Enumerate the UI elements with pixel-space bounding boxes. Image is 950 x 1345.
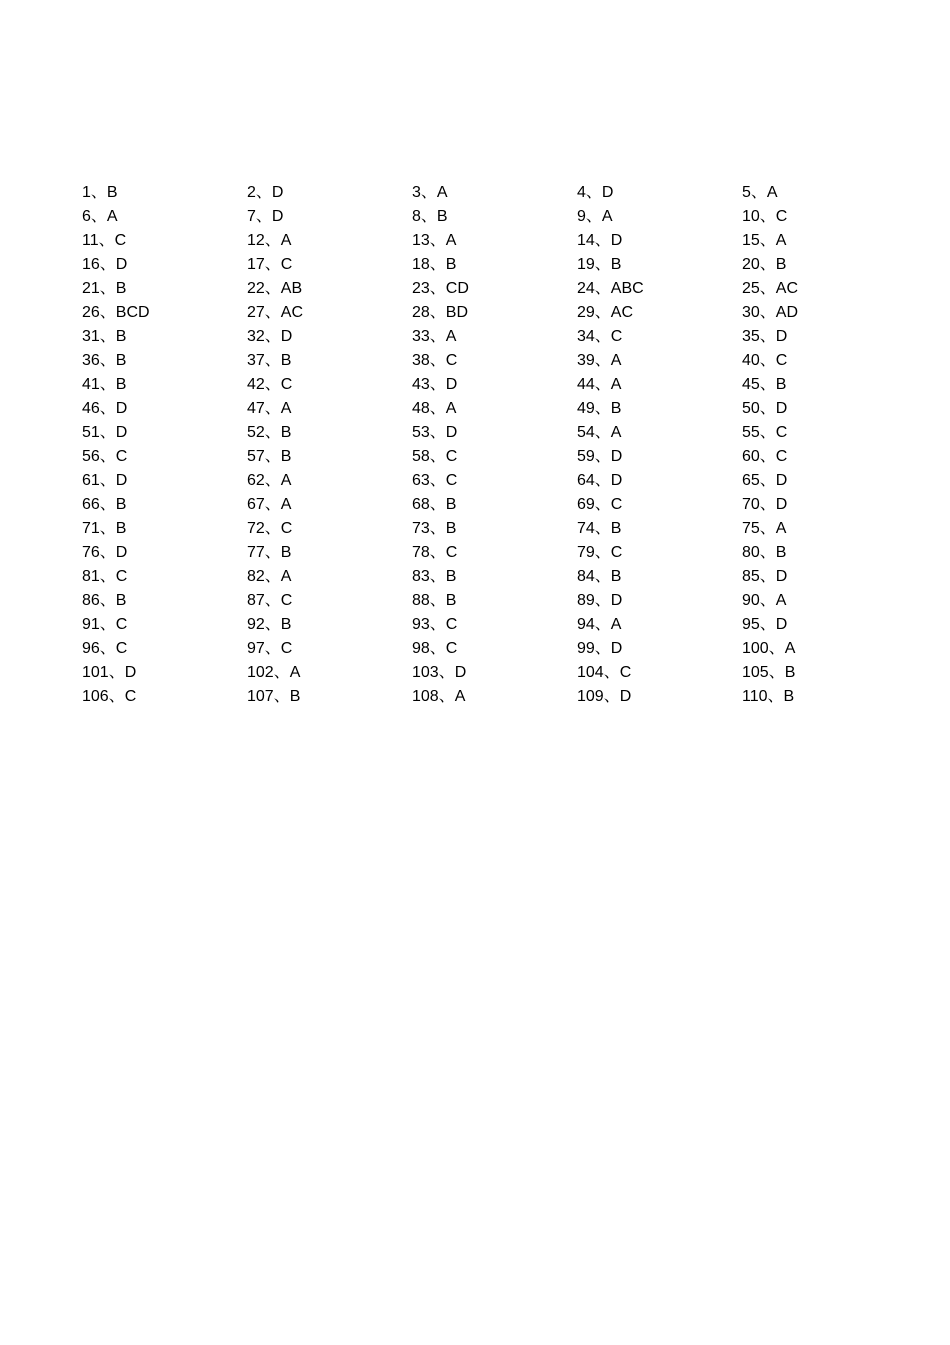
answer-item: 72、C xyxy=(247,520,293,537)
answer-item: 40、C xyxy=(742,352,788,369)
answer-item: 64、D xyxy=(577,472,623,489)
answer-item: 42、C xyxy=(247,376,293,393)
answer-item: 96、C xyxy=(82,640,128,657)
answer-item: 32、D xyxy=(247,328,293,345)
answer-item: 102、A xyxy=(247,664,301,681)
answer-item: 54、A xyxy=(577,424,622,441)
answer-item: 65、D xyxy=(742,472,788,489)
answer-row xyxy=(82,613,912,637)
answer-item: 107、B xyxy=(247,688,301,705)
answer-item: 17、C xyxy=(247,256,293,273)
answer-item: 78、C xyxy=(412,544,458,561)
answer-item: 38、C xyxy=(412,352,458,369)
answer-item: 69、C xyxy=(577,496,623,513)
answer-item: 100、A xyxy=(742,640,796,657)
answer-item: 33、A xyxy=(412,328,457,345)
answer-item: 2、D xyxy=(247,184,284,201)
answer-item: 12、A xyxy=(247,232,292,249)
answer-item: 103、D xyxy=(412,664,467,681)
answer-item: 53、D xyxy=(412,424,458,441)
answer-item: 35、D xyxy=(742,328,788,345)
answer-item: 104、C xyxy=(577,664,632,681)
answer-item: 60、C xyxy=(742,448,788,465)
answer-item: 87、C xyxy=(247,592,293,609)
answer-item: 1、B xyxy=(82,184,118,201)
answer-item: 8、B xyxy=(412,208,448,225)
answer-item: 82、A xyxy=(247,568,292,585)
answer-row xyxy=(82,373,912,397)
answer-row xyxy=(82,493,912,517)
answer-item: 27、AC xyxy=(247,304,304,321)
answer-item: 28、BD xyxy=(412,304,469,321)
answer-row xyxy=(82,445,912,469)
answer-row xyxy=(82,397,912,421)
answer-item: 21、B xyxy=(82,280,127,297)
answer-row xyxy=(82,589,912,613)
answer-row xyxy=(82,637,912,661)
answer-item: 45、B xyxy=(742,376,787,393)
answer-item: 37、B xyxy=(247,352,292,369)
answer-item: 36、B xyxy=(82,352,127,369)
answer-item: 6、A xyxy=(82,208,118,225)
answer-item: 71、B xyxy=(82,520,127,537)
answer-row xyxy=(82,181,912,205)
answer-item: 39、A xyxy=(577,352,622,369)
answer-item: 109、D xyxy=(577,688,632,705)
answer-item: 44、A xyxy=(577,376,622,393)
answer-item: 52、B xyxy=(247,424,292,441)
answer-item: 77、B xyxy=(247,544,292,561)
answer-item: 70、D xyxy=(742,496,788,513)
answer-row xyxy=(82,565,912,589)
answer-item: 4、D xyxy=(577,184,614,201)
answer-item: 5、A xyxy=(742,184,778,201)
answer-row xyxy=(82,541,912,565)
answer-item: 108、A xyxy=(412,688,466,705)
answer-row xyxy=(82,421,912,445)
answer-item: 105、B xyxy=(742,664,796,681)
answer-item: 11、C xyxy=(82,232,127,249)
answer-item: 30、AD xyxy=(742,304,799,321)
answer-row xyxy=(82,205,912,229)
answer-item: 43、D xyxy=(412,376,458,393)
answer-item: 50、D xyxy=(742,400,788,417)
answer-item: 51、D xyxy=(82,424,128,441)
answer-item: 9、A xyxy=(577,208,613,225)
answer-item: 29、AC xyxy=(577,304,634,321)
answer-item: 110、B xyxy=(742,688,795,705)
answer-item: 19、B xyxy=(577,256,622,273)
answer-item: 41、B xyxy=(82,376,127,393)
answer-item: 10、C xyxy=(742,208,788,225)
answer-item: 49、B xyxy=(577,400,622,417)
answer-item: 91、C xyxy=(82,616,128,633)
answer-item: 63、C xyxy=(412,472,458,489)
answer-item: 89、D xyxy=(577,592,623,609)
answer-item: 3、A xyxy=(412,184,448,201)
answer-item: 20、B xyxy=(742,256,787,273)
answer-item: 93、C xyxy=(412,616,458,633)
answer-item: 58、C xyxy=(412,448,458,465)
answer-item: 23、CD xyxy=(412,280,469,297)
answer-row xyxy=(82,277,912,301)
answer-item: 81、C xyxy=(82,568,128,585)
answer-item: 86、B xyxy=(82,592,127,609)
answer-item: 76、D xyxy=(82,544,128,561)
answer-row xyxy=(82,349,912,373)
answer-item: 13、A xyxy=(412,232,457,249)
answer-item: 57、B xyxy=(247,448,292,465)
answer-item: 15、A xyxy=(742,232,787,249)
answer-row xyxy=(82,301,912,325)
answer-item: 98、C xyxy=(412,640,458,657)
answer-item: 90、A xyxy=(742,592,787,609)
answer-item: 67、A xyxy=(247,496,292,513)
answer-item: 31、B xyxy=(82,328,127,345)
answer-row xyxy=(82,661,912,685)
answer-item: 14、D xyxy=(577,232,623,249)
answer-item: 62、A xyxy=(247,472,292,489)
answer-item: 22、AB xyxy=(247,280,303,297)
answer-item: 106、C xyxy=(82,688,137,705)
answer-item: 99、D xyxy=(577,640,623,657)
answer-item: 47、A xyxy=(247,400,292,417)
answer-item: 55、C xyxy=(742,424,788,441)
answer-item: 92、B xyxy=(247,616,292,633)
answer-row xyxy=(82,325,912,349)
answer-item: 83、B xyxy=(412,568,457,585)
answer-item: 75、A xyxy=(742,520,787,537)
answer-item: 74、B xyxy=(577,520,622,537)
answer-item: 88、B xyxy=(412,592,457,609)
answer-item: 80、B xyxy=(742,544,787,561)
answer-item: 24、ABC xyxy=(577,280,644,297)
answer-item: 34、C xyxy=(577,328,623,345)
answer-row xyxy=(82,469,912,493)
answer-item: 16、D xyxy=(82,256,128,273)
answer-item: 46、D xyxy=(82,400,128,417)
answer-item: 56、C xyxy=(82,448,128,465)
answer-item: 61、D xyxy=(82,472,128,489)
answer-key-grid xyxy=(82,181,912,709)
answer-item: 66、B xyxy=(82,496,127,513)
answer-item: 85、D xyxy=(742,568,788,585)
answer-row xyxy=(82,517,912,541)
answer-item: 95、D xyxy=(742,616,788,633)
answer-item: 97、C xyxy=(247,640,293,657)
answer-item: 59、D xyxy=(577,448,623,465)
answer-item: 101、D xyxy=(82,664,137,681)
answer-row xyxy=(82,253,912,277)
answer-item: 48、A xyxy=(412,400,457,417)
answer-row xyxy=(82,229,912,253)
answer-item: 7、D xyxy=(247,208,284,225)
answer-item: 68、B xyxy=(412,496,457,513)
answer-item: 25、AC xyxy=(742,280,799,297)
answer-item: 94、A xyxy=(577,616,622,633)
answer-item: 26、BCD xyxy=(82,304,150,321)
answer-item: 84、B xyxy=(577,568,622,585)
answer-item: 73、B xyxy=(412,520,457,537)
answer-item: 79、C xyxy=(577,544,623,561)
answer-item: 18、B xyxy=(412,256,457,273)
answer-row xyxy=(82,685,912,709)
